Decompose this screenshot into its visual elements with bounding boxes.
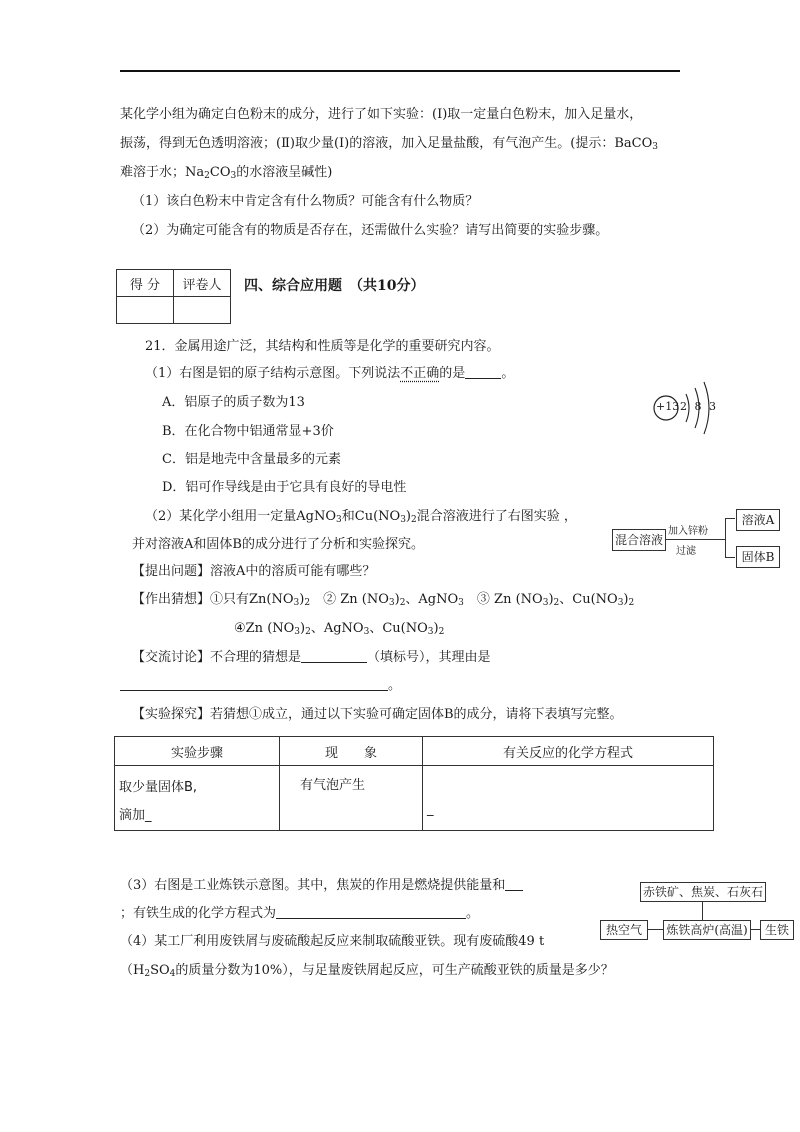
- ask-question: 【提出问题】溶液A中的溶质可能有哪些？: [132, 564, 376, 579]
- grader-cell[interactable]: [174, 297, 231, 324]
- flow-solution-a: 溶液A: [736, 509, 780, 531]
- cell-phenomenon: 有气泡产生: [280, 766, 423, 831]
- discussion-line: 【交流讨论】不合理的猜想是 （填标号），其理由是: [132, 650, 491, 665]
- flow-connector: [665, 539, 725, 540]
- question-2: （2）为确定可能含有的物质是否存在，还需做什么实验？请写出简要的实验步骤。: [132, 223, 609, 238]
- option-b: B．在化合物中铝通常显+3价: [162, 424, 334, 439]
- answer-blank-1[interactable]: [465, 366, 501, 379]
- diagram-pig-iron: 生铁: [760, 920, 794, 940]
- option-c: C．铝是地壳中含量最多的元素: [162, 452, 341, 467]
- reason-line: 。: [120, 674, 401, 693]
- flow-branch: [725, 518, 726, 558]
- header-phenomenon: 现 象: [280, 737, 423, 766]
- question-1: （1）该白色粉末中肯定含有什么物质？可能含有什么物质？: [132, 194, 479, 209]
- hypotheses-line-2: ④Zn $(NO_3)_2$、AgNO$_3$、$Cu(NO_3)_2$: [234, 621, 445, 637]
- header-steps: 实验步骤: [115, 737, 280, 766]
- section-title: 四、综合应用题 （共10分）: [244, 278, 425, 294]
- q4-line-1: （4）某工厂利用废铁屑与废硫酸起反应来制取硫酸亚铁。现有废硫酸49 t: [120, 934, 545, 949]
- q21-stem: 21．金属用途广泛，其结构和性质等是化学的重要研究内容。: [145, 339, 500, 354]
- cell-steps[interactable]: 取少量固体B, 滴加_: [115, 766, 280, 831]
- q4-line-2: （$H_2SO_4$的质量分数为10%），与足量废铁屑起反应，可生产硫酸亚铁的质量是多少？: [120, 963, 614, 979]
- option-d: D．铝可作导线是由于它具有良好的导电性: [162, 480, 407, 495]
- experiment-table: [114, 736, 714, 831]
- score-cell[interactable]: [117, 297, 174, 324]
- flow-mixed-solution: 混合溶液: [612, 529, 666, 551]
- grader-label: 评卷人: [174, 270, 231, 297]
- diagram-blast-furnace: 炼铁高炉(高温): [663, 920, 751, 940]
- hypotheses-line-1: 【作出猜想】①只有$Zn(NO_3)_2$ ② Zn $(NO_3)_2$、AgNO$_3$ ③ Zn $(NO_3)_2$、$Cu(NO_3)_2$: [132, 592, 635, 608]
- answer-blank-unreasonable[interactable]: [301, 650, 367, 663]
- score-table: [116, 269, 231, 324]
- q21-part1: （1）右图是铝的原子结构示意图。下列说法不正确的是 。: [145, 366, 515, 381]
- atom-nucleus-label: +13: [656, 400, 680, 413]
- answer-blank-iron-equation[interactable]: [276, 906, 466, 919]
- intro-line-3: 难溶于水；$Na_2CO_3$的水溶液呈碱性): [120, 165, 333, 181]
- flow-add-zinc-label: 加入锌粉: [668, 526, 708, 537]
- answer-blank-coke-role[interactable]: [505, 878, 523, 891]
- intro-line-1: 某化学小组为确定白色粉末的成分，进行了如下实验：(Ⅰ)取一定量白色粉末，加入足量水，: [120, 107, 643, 122]
- header-rule: [120, 70, 680, 72]
- q21-part2-line1: （2）某化学小组用一定量AgNO$_3$和$Cu(NO_3)_2$混合溶液进行了右图实验 ，: [145, 509, 577, 525]
- emphasis-not-correct: 不正确: [400, 366, 440, 381]
- option-a: A．铝原子的质子数为13: [162, 395, 305, 410]
- q3-line-1: （3）右图是工业炼铁示意图。其中，焦炭的作用是燃烧提供能量和: [120, 874, 523, 893]
- q21-part2-line2: 并对溶液A和固体B的成分进行了分析和实验探究。: [132, 537, 424, 552]
- atom-shell-labels: 2 8 3: [680, 400, 718, 413]
- cell-equation[interactable]: _: [423, 766, 714, 831]
- header-equation: 有关反应的化学方程式: [423, 737, 714, 766]
- flow-filter-label: 过滤: [676, 546, 696, 557]
- flow-solid-b: 固体B: [736, 546, 780, 568]
- diagram-raw-materials: 赤铁矿、焦炭、石灰石: [640, 882, 766, 902]
- experiment-intro: 【实验探究】若猜想①成立，通过以下实验可确定固体B的成分，请将下表填写完整。: [132, 707, 623, 722]
- intro-line-2: 振荡，得到无色透明溶液；(Ⅱ)取少量(Ⅰ)的溶液，加入足量盐酸，有气泡产生。(提示：BaCO$_3$: [120, 136, 658, 152]
- score-label: 得 分: [117, 270, 174, 297]
- diagram-hot-air: 热空气: [600, 920, 648, 940]
- q3-line-2: ；有铁生成的化学方程式为 。: [120, 906, 480, 921]
- answer-blank-reason[interactable]: [120, 678, 388, 691]
